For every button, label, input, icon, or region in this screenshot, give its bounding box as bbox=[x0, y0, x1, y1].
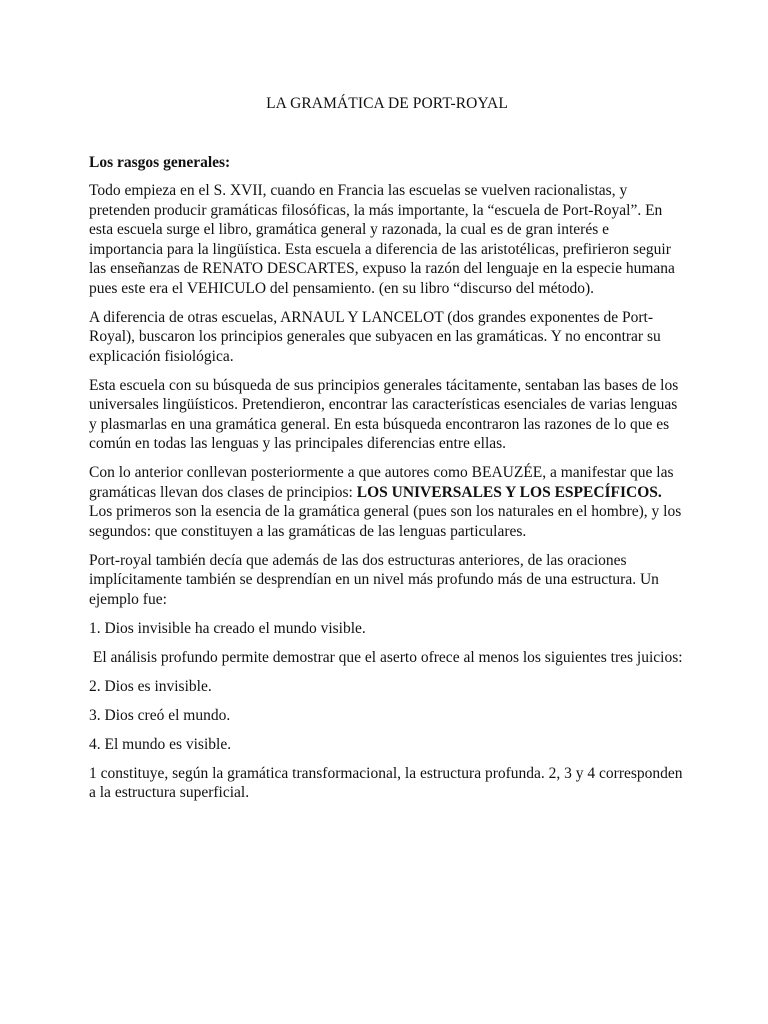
paragraph-beauzee-text-before: Con lo anterior conllevan posteriormente a que autores como BEAUZÉE, a manifestar que las gramáticas llevan dos clases de principios: bbox=[89, 464, 674, 501]
paragraph-intro: Todo empieza en el S. XVII, cuando en Francia las escuelas se vuelven racionalistas, y pretenden producir gramáticas filosóficas, la más importante, la “escuela de Port-Royal”. En esta escuela surge el libro, gramática general y razonada, la cual es de gran interés e importancia para la lingüística. Esta escuela a diferencia de las aristotélicas, prefirieron seguir las enseñanzas de RENATO DESCARTES, expuso la razón del lenguaje en la especie humana pues este era el VEHICULO del pensamiento. (en su libro “discurso del método). bbox=[89, 182, 675, 297]
paragraph-port-royal: Port-royal también decía que además de las dos estructuras anteriores, de las oraciones implícitamente también se desprendían en un nivel más profundo más de una estructura. Un ejemplo fue: bbox=[89, 551, 659, 608]
paragraph-conclusion: 1 constituye, según la gramática transformacional, la estructura profunda. 2, 3 y 4 corresponden a la estructura superficial. bbox=[89, 764, 683, 801]
example-line-2: 2. Dios es invisible. bbox=[89, 677, 212, 695]
analysis-line: El análisis profundo permite demostrar que el aserto ofrece al menos los siguientes tres juicios: bbox=[89, 648, 683, 666]
paragraph-beauzee bbox=[89, 463, 685, 541]
example-line-1: 1. Dios invisible ha creado el mundo visible. bbox=[89, 619, 366, 637]
paragraph-universales: Esta escuela con su búsqueda de sus principios generales tácitamente, sentaban las bases de los universales lingüísticos. Pretendieron, encontrar las características esenciales de varias lenguas y plasmarlas en una gramática general. En esta búsqueda encontraron las razones de lo que es común en todas las lenguas y las principales diferencias entre ellas. bbox=[89, 376, 679, 452]
example-line-4: 4. El mundo es visible. bbox=[89, 735, 232, 753]
section-heading: Los rasgos generales: bbox=[89, 153, 231, 171]
paragraph-arnaul-lancelot: A diferencia de otras escuelas, ARNAUL Y LANCELOT (dos grandes exponentes de Port-Royal), buscaron los principios generales que subyacen en las gramáticas. Y no encontrar su explicación fisiológica. bbox=[89, 308, 661, 365]
document-body bbox=[89, 94, 685, 812]
example-line-3: 3. Dios creó el mundo. bbox=[89, 706, 231, 724]
paragraph-beauzee-bold-text: LOS UNIVERSALES Y LOS ESPECÍFICOS. bbox=[356, 483, 662, 501]
paragraph-beauzee-text-after: Los primeros son la esencia de la gramática general (pues son los naturales en el hombre), y los segundos: que constituyen a las gramáticas de las lenguas particulares. bbox=[89, 503, 682, 540]
document-title: LA GRAMÁTICA DE PORT-ROYAL bbox=[266, 95, 508, 112]
